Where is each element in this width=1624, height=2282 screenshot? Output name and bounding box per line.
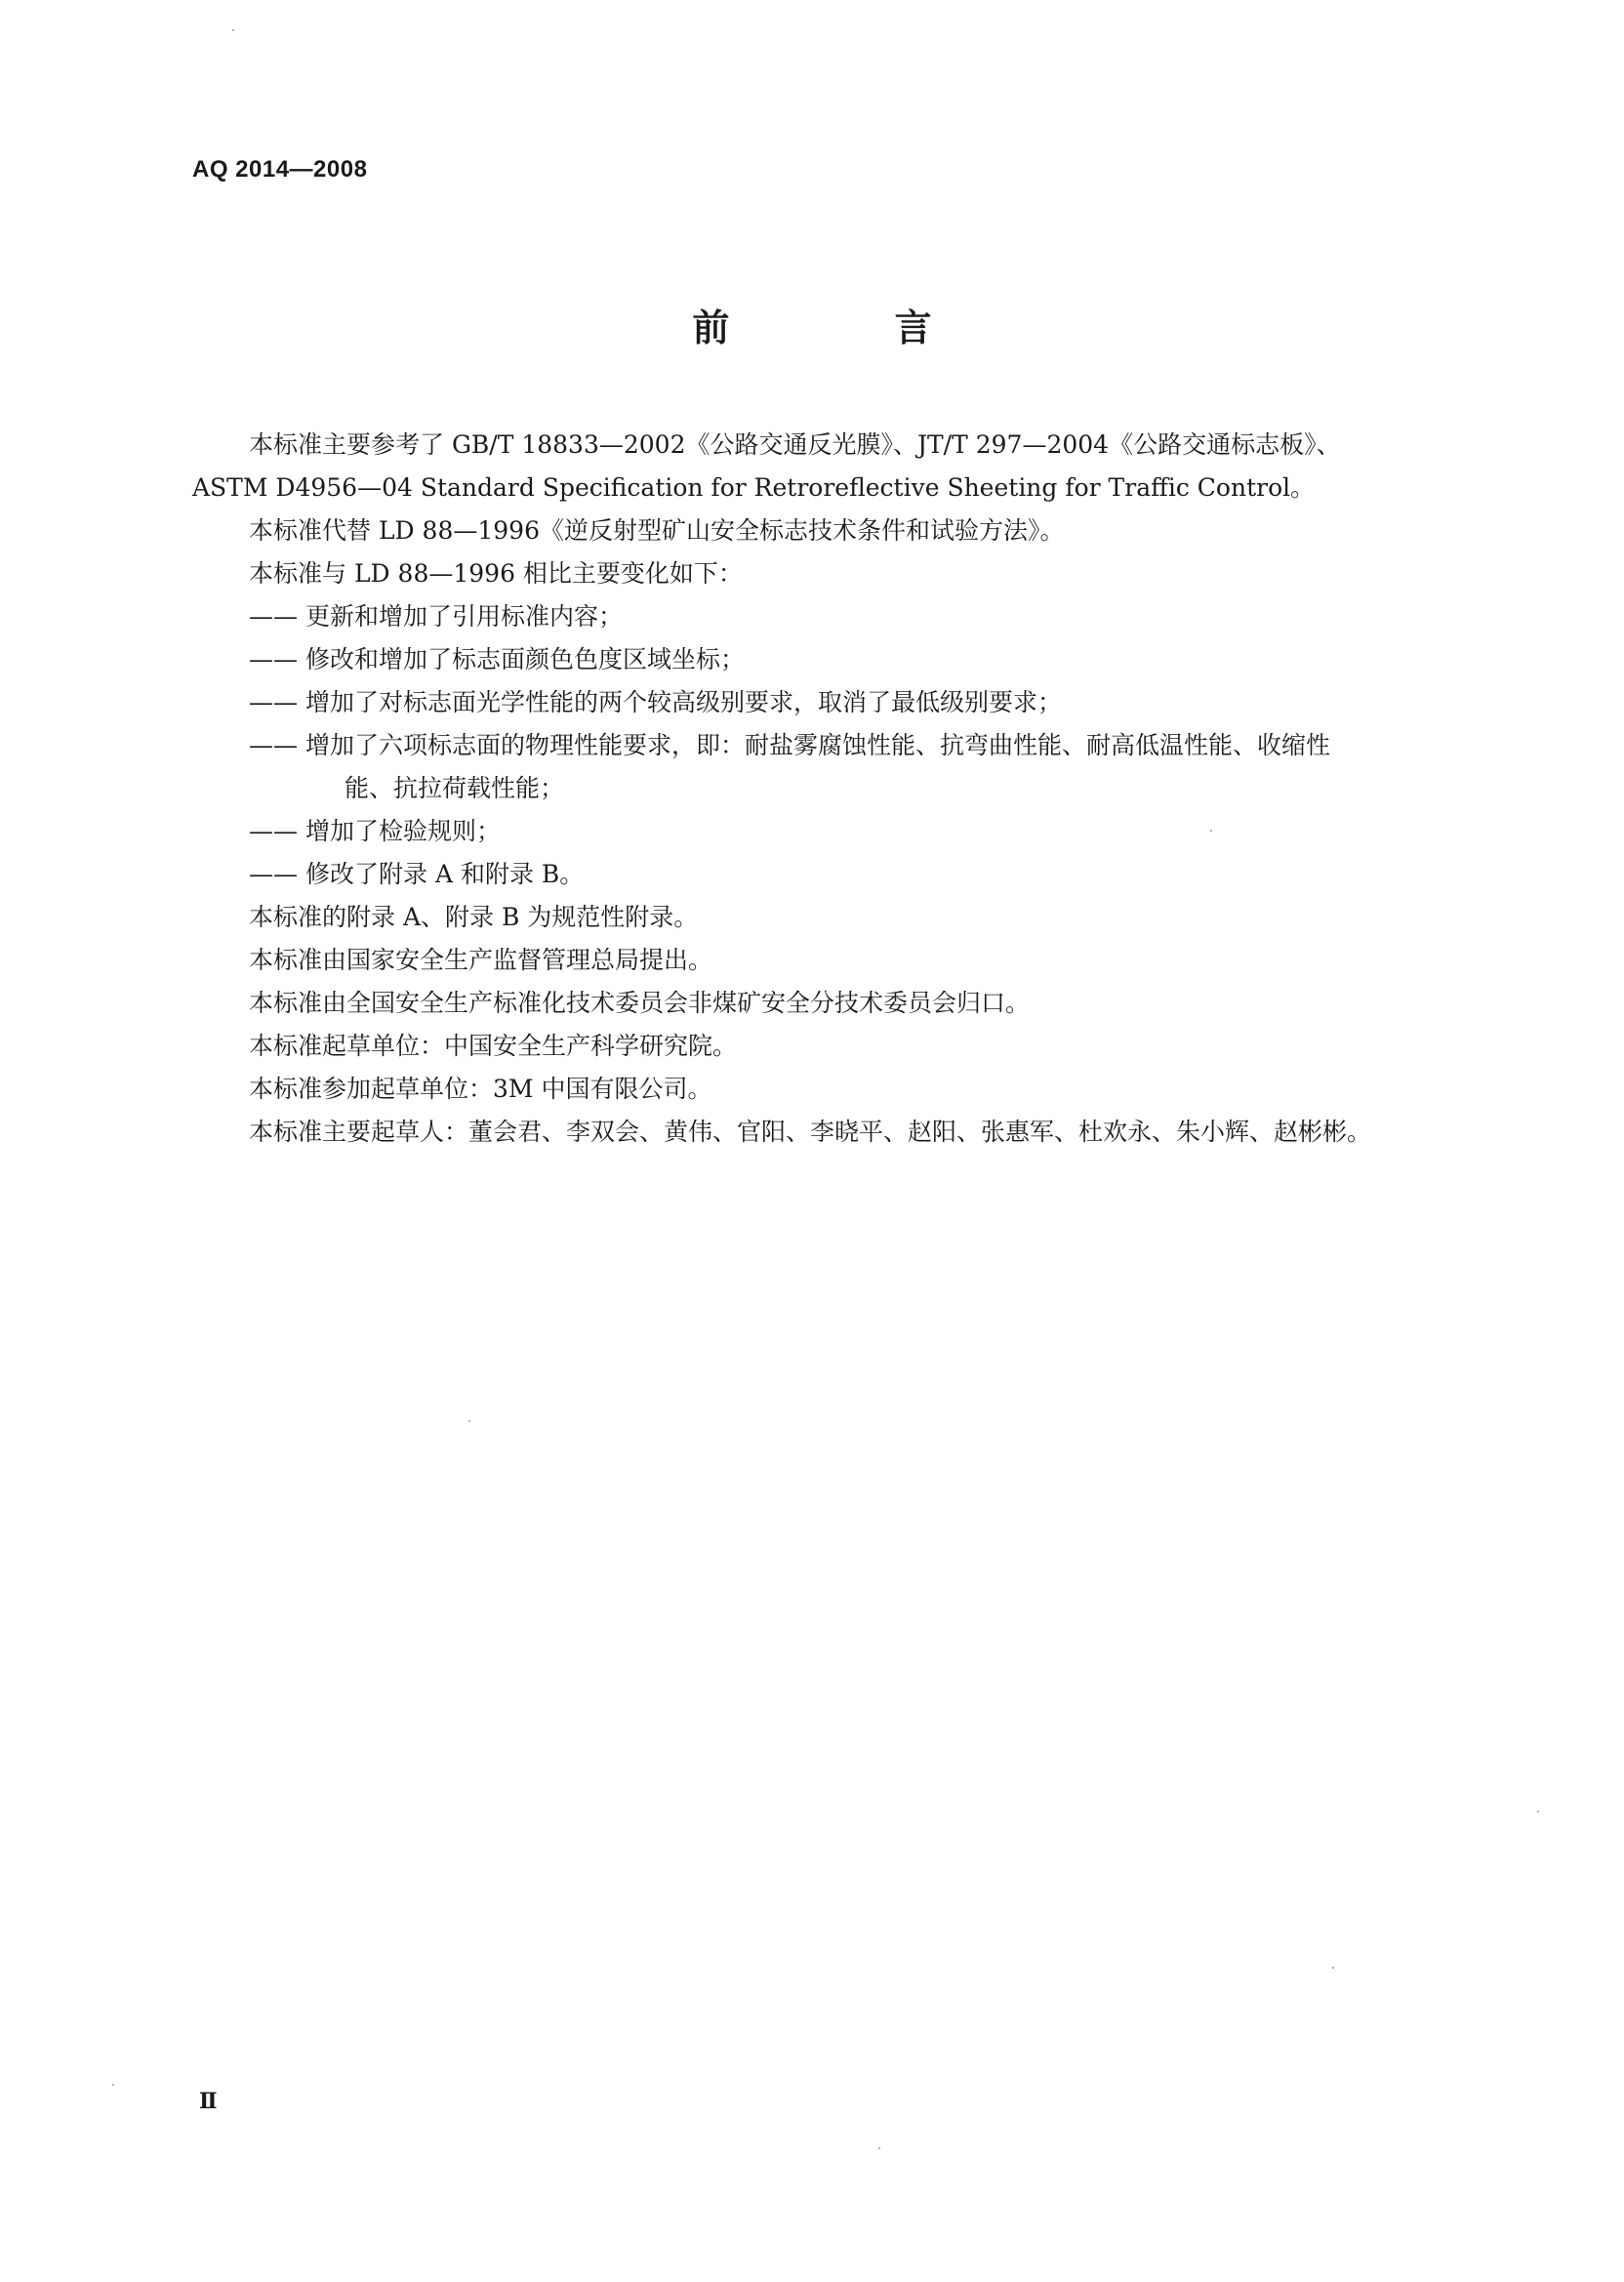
dash-mark: —— (249, 731, 298, 759)
dash-mark: —— (249, 602, 298, 631)
paragraph-centralized-by: 本标准由全国安全生产标准化技术委员会非煤矿安全分技术委员会归口。 (249, 989, 1031, 1017)
change-item (192, 595, 1461, 638)
page-title: 前 言 (692, 306, 1008, 349)
change-item (192, 810, 1461, 853)
scan-speck (878, 2147, 880, 2149)
dash-mark: —— (249, 688, 298, 716)
change-item-text: 修改了附录 A 和附录 B。 (305, 860, 585, 888)
paragraph-drafters: 本标准主要起草人：董会君、李双会、黄伟、官阳、李晓平、赵阳、张惠军、杜欢永、朱小辉、赵彬彬。 (249, 1118, 1372, 1146)
change-item (192, 853, 1461, 896)
scan-speck (1332, 1967, 1334, 1969)
change-item-text: 修改和增加了标志面颜色色度区域坐标； (305, 645, 746, 673)
scan-speck (468, 1420, 470, 1422)
page-number: Ⅱ (199, 2089, 218, 2114)
paragraph-appendices: 本标准的附录 A、附录 B 为规范性附录。 (249, 903, 699, 931)
dash-mark: —— (249, 817, 298, 845)
paragraph-references-line1: 本标准主要参考了 GB/T 18833—2002《公路交通反光膜》、JT/T 297—2004《公路交通标志板》、 (249, 430, 1341, 459)
paragraph-references-continued: ASTM D4956—04 Standard Specification for Retroreflective Sheeting for Traffic Control。 (192, 473, 1316, 502)
paragraph-proposed-by: 本标准由国家安全生产监督管理总局提出。 (249, 946, 713, 974)
change-item-text: 增加了对标志面光学性能的两个较高级别要求，取消了最低级别要求； (305, 688, 1063, 716)
paragraph-references (192, 424, 1461, 467)
change-item-text: 更新和增加了引用标准内容； (305, 602, 624, 631)
scan-speck (1210, 830, 1212, 832)
dash-mark: —— (249, 860, 298, 888)
change-item-continuation: 能、抗拉荷载性能； (345, 774, 565, 802)
scan-speck (112, 2084, 114, 2086)
change-item-text: 增加了检验规则； (305, 817, 502, 845)
change-item (192, 724, 1461, 810)
paragraph-participating-unit: 本标准参加起草单位：3M 中国有限公司。 (249, 1075, 712, 1103)
scan-speck (1537, 1811, 1539, 1813)
foreword-body (192, 424, 1461, 1154)
scan-speck (232, 29, 234, 31)
change-item-text: 增加了六项标志面的物理性能要求，即：耐盐雾腐蚀性能、抗弯曲性能、耐高低温性能、收缩性 (305, 731, 1331, 759)
change-item (192, 681, 1461, 724)
paragraph-drafting-unit: 本标准起草单位：中国安全生产科学研究院。 (249, 1032, 738, 1060)
change-item (192, 638, 1461, 681)
document-code: AQ 2014—2008 (192, 156, 368, 183)
dash-mark: —— (249, 645, 298, 673)
paragraph-replaces: 本标准代替 LD 88—1996《逆反射型矿山安全标志技术条件和试验方法》。 (249, 516, 1065, 545)
paragraph-changes-intro: 本标准与 LD 88—1996 相比主要变化如下： (249, 559, 743, 588)
